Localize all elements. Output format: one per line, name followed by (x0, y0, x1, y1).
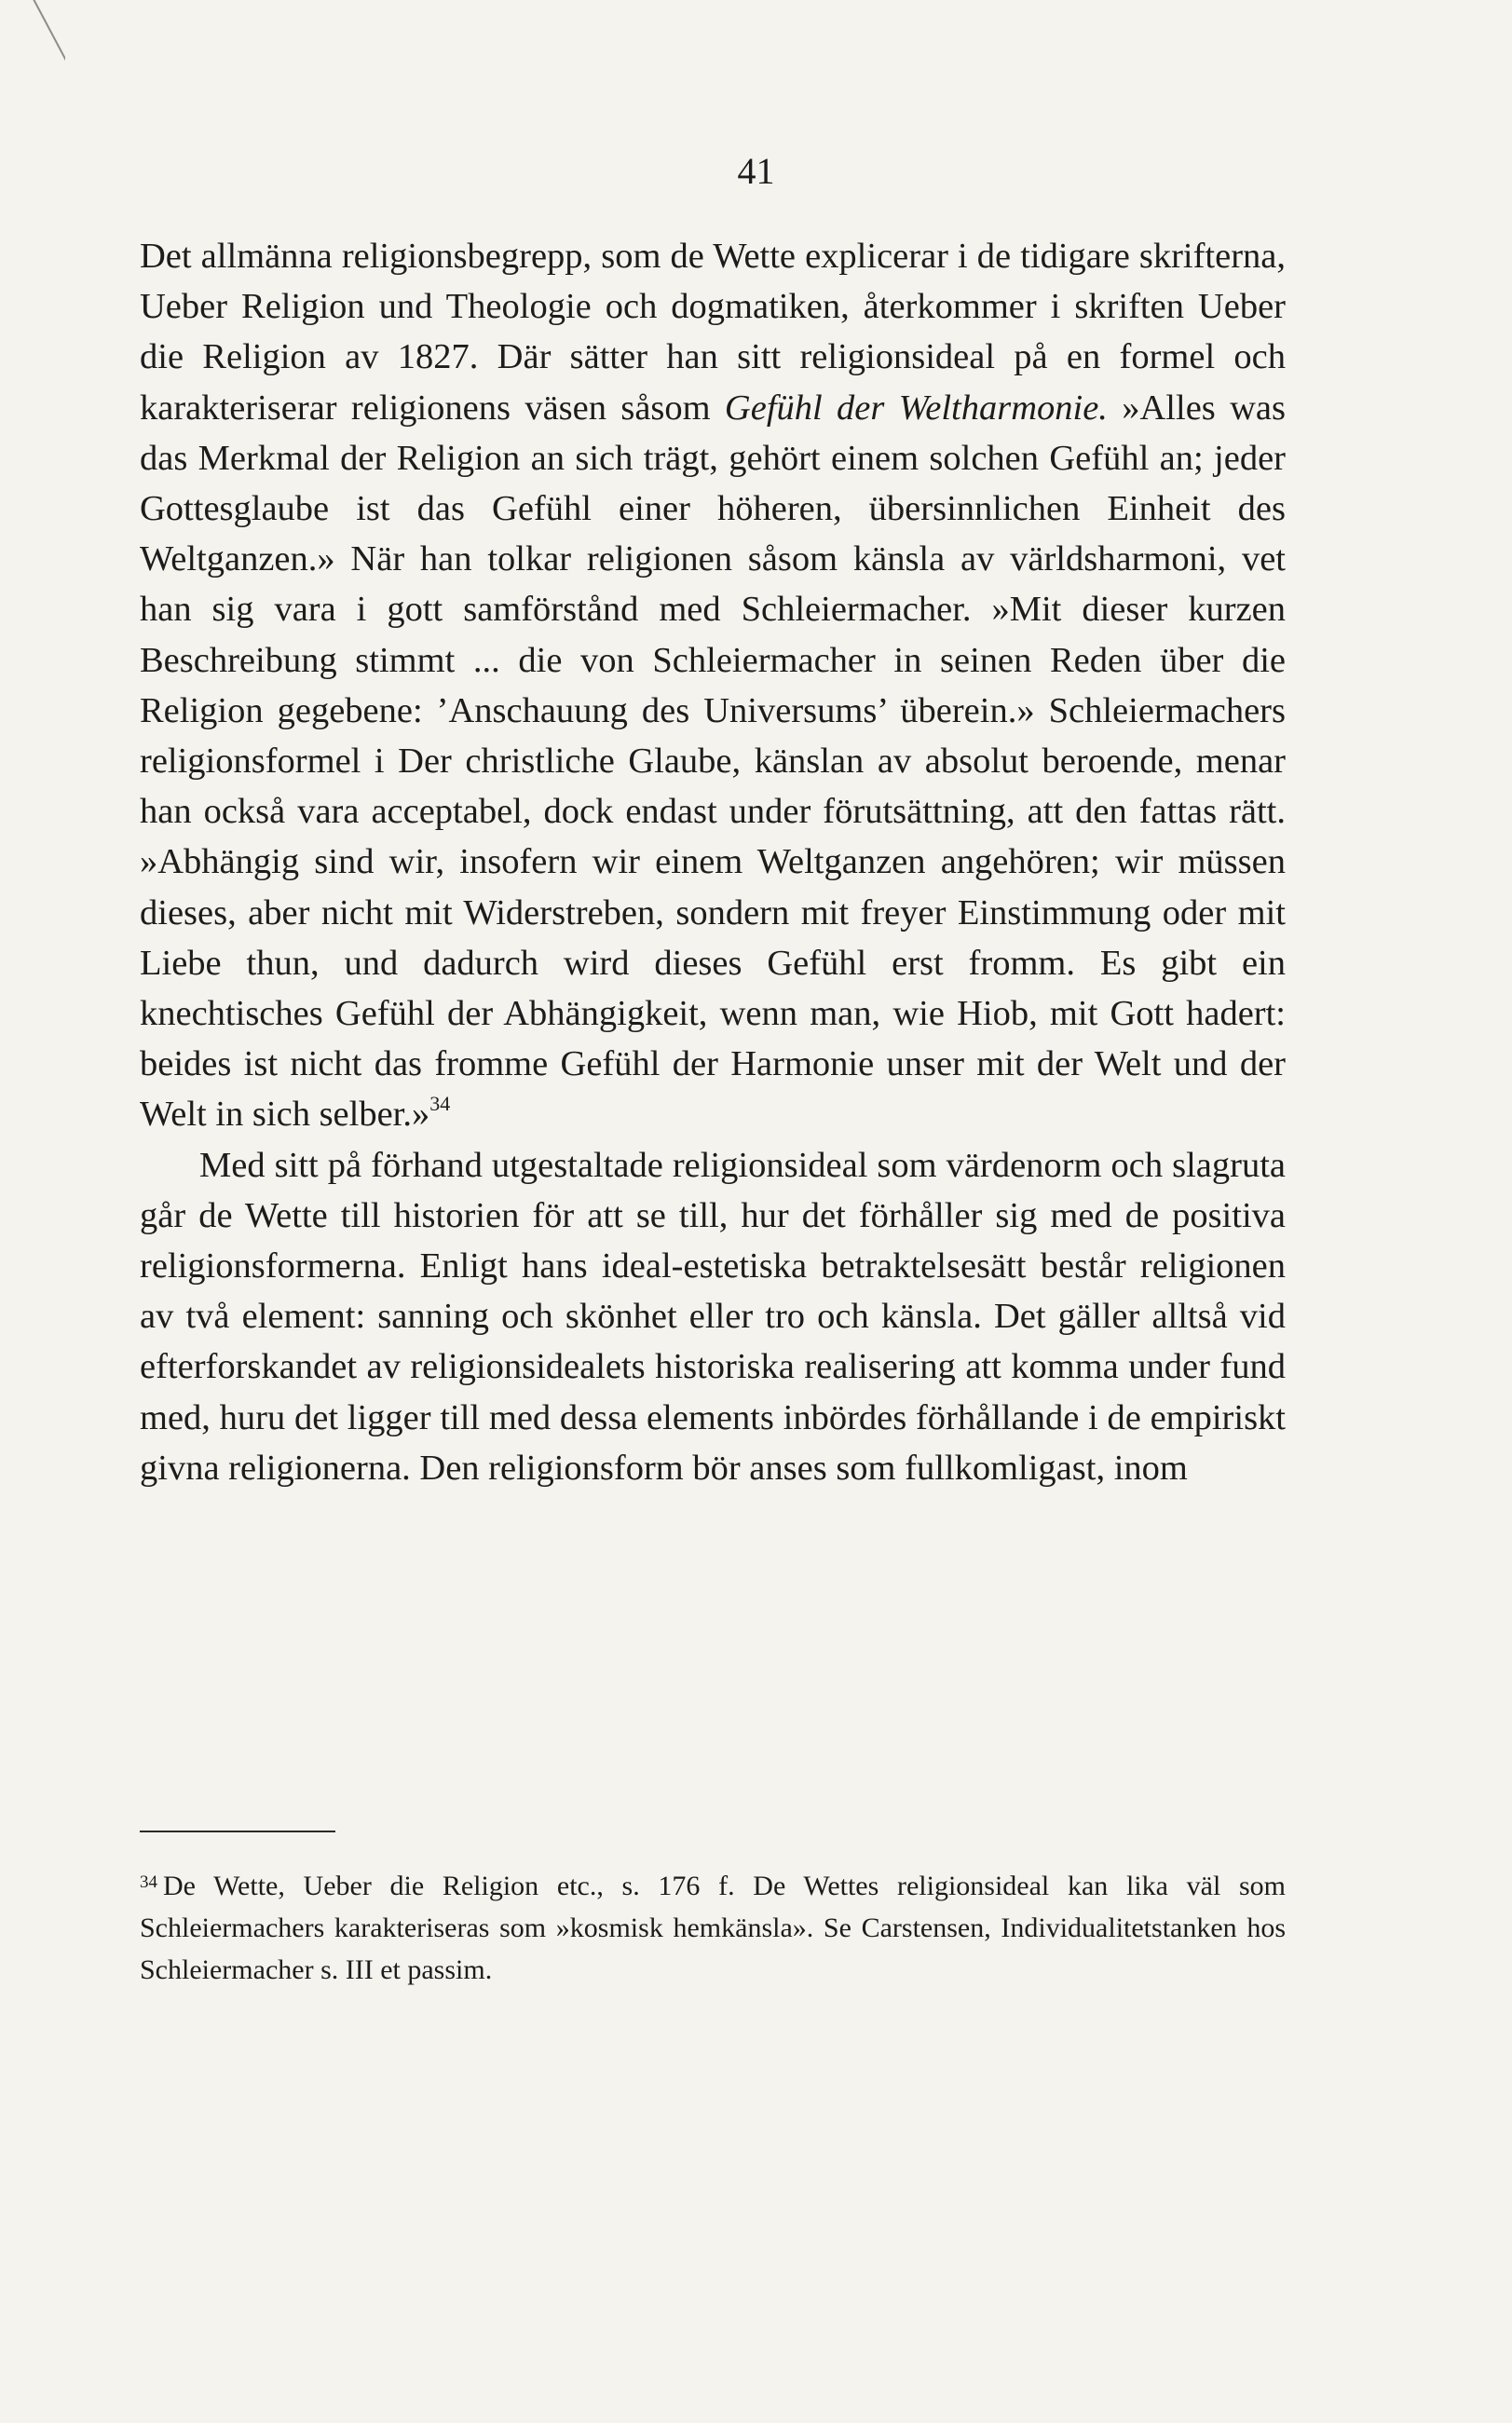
footnote-text: De Wette, Ueber die Religion etc., s. 176 f. De Wettes religionsideal kan lika väl som Schleiermachers karakteriseras som »kosmisk hemkänsla». Se Carstensen, Individualitetstanken hos Schleiermacher s. III et passim. (140, 1871, 1286, 1985)
paragraph-1 (140, 231, 1286, 1140)
footnote-reference: 34 (429, 1092, 451, 1116)
main-text (140, 231, 1286, 1493)
footnote-number: 34 (140, 1872, 157, 1892)
footnote-separator (140, 1831, 335, 1832)
footnote (140, 1865, 1286, 1991)
scan-fold-mark (0, 0, 65, 140)
paragraph-1-text-a: Det allmänna religionsbegrepp, som de Wette explicerar i de tidigare skrifterna, Ueber Religion und Theologie och dogmatiken, återkommer i skriften Ueber die Religion av 1827. Där sätter han sitt religionsideal på en formel och karakteriserar religionens väsen såsom (140, 237, 1286, 428)
paragraph-1-italic-term: Gefühl der Weltharmonie. (724, 388, 1108, 428)
paragraph-2: Med sitt på förhand utgestaltade religionsideal som värdenorm och slagruta går de Wette till historien för att se till, hur det förhåller sig med de positiva religionsformerna. Enligt hans ideal-estetiska betraktelsesätt består religionen av två element: sanning och skönhet eller tro och känsla. Det gäller alltså vid efterforskandet av religionsidealets historiska realisering att komma under fund med, huru det ligger till med dessa elements inbördes förhållande i de empiriskt givna religionerna. Den religionsform bör anses som fullkomligast, inom (140, 1145, 1286, 1488)
page-number: 41 (737, 150, 775, 192)
paragraph-1-text-b: »Alles was das Merkmal der Religion an sich trägt, gehört einem solchen Gefühl an; jeder Gottesglaube ist das Gefühl einer höheren, übersinnlichen Einheit des Weltganzen.» När han tolkar religionen såsom känsla av världsharmoni, vet han sig vara i gott samförstånd med Schleiermacher. »Mit dieser kurzen Beschreibung stimmt ... die von Schleiermacher in seinen Reden über die Religion gegebene: ’Anschauung des Universums’ überein.» Schleiermachers religionsformel i Der christliche Glaube, känslan av absolut beroende, menar han också vara acceptabel, dock endast under förutsättning, att den fattas rätt. »Abhängig sind wir, insofern wir einem Weltganzen angehören; wir müssen dieses, aber nicht mit Widerstreben, sondern mit freyer Einstimmung oder mit Liebe thun, und dadurch wird dieses Gefühl erst fromm. Es gibt ein knechtisches Gefühl der Abhängigkeit, wenn man, wie Hiob, mit Gott hadert: beides ist nicht das fromme Gefühl der Harmonie unser mit der Welt und der Welt in sich selber.» (140, 388, 1286, 1135)
